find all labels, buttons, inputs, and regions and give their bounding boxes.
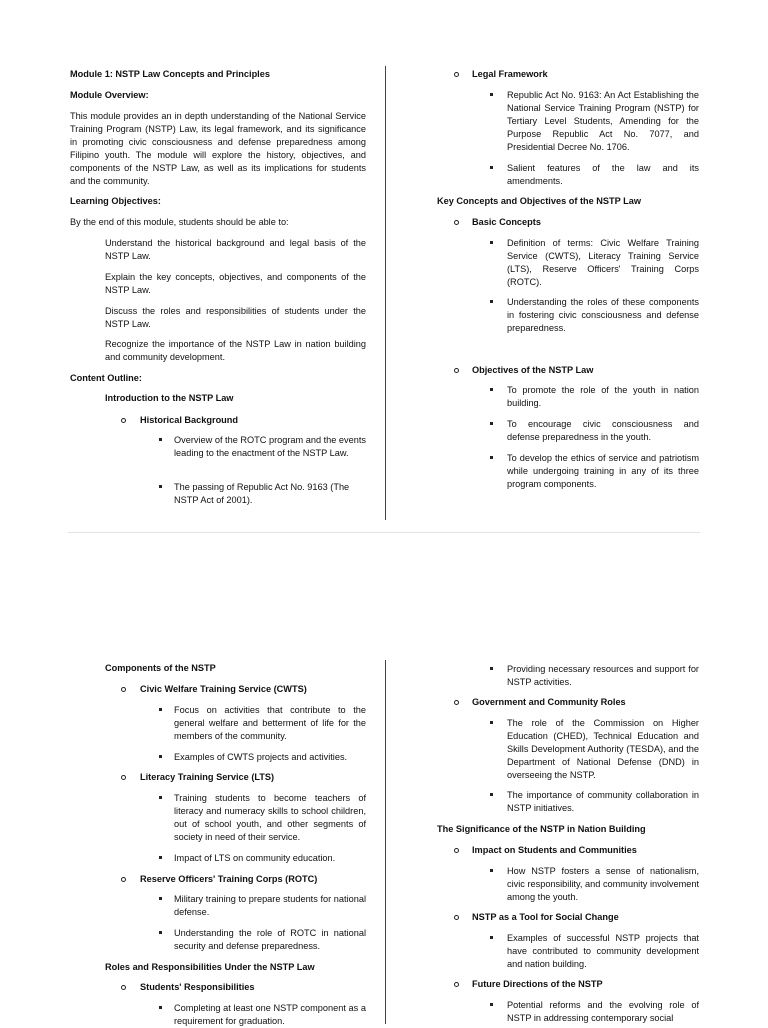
rotc-bullet: Military training to prepare students for national defense.: [174, 894, 366, 917]
circle-bullet-icon: [121, 775, 126, 780]
circle-bullet-icon: [121, 687, 126, 692]
square-bullet-icon: [490, 93, 493, 96]
circle-bullet-icon: [454, 368, 459, 373]
square-bullet-icon: [159, 796, 162, 799]
square-bullet-icon: [490, 721, 493, 724]
square-bullet-icon: [490, 1003, 493, 1006]
key-concepts-heading: Key Concepts and Objectives of the NSTP Law: [437, 196, 642, 206]
legal-bullet: Salient features of the law and its amendments.: [507, 163, 699, 186]
objective-item: Explain the key concepts, objectives, and components of the NSTP Law.: [105, 272, 366, 295]
students-heading: Students' Responsibilities: [140, 982, 255, 992]
overview-text: This module provides an in depth understanding of the National Service Training Program (NSTP) Law, its legal framework, and its significance in promoting civic consciousness and defense preparedness among Filipino youth. The module will explore the history, objectives, and components of the NSTP Law, as well as its implications for students and the community.: [70, 111, 366, 186]
future-bullet: Potential reforms and the evolving role of NSTP in addressing contemporary social: [507, 1000, 699, 1023]
tool-bullet: Examples of successful NSTP projects that have contributed to community development and nation building.: [507, 933, 699, 969]
rotc-bullet: Understanding the role of ROTC in national security and defense preparedness.: [174, 928, 366, 951]
roles-heading: Roles and Responsibilities Under the NSTP Law: [105, 962, 315, 972]
basic-concepts-heading: Basic Concepts: [472, 217, 541, 227]
gov-heading: Government and Community Roles: [472, 697, 626, 707]
cwts-heading: Civic Welfare Training Service (CWTS): [140, 684, 307, 694]
lts-bullet: Impact of LTS on community education.: [174, 853, 336, 863]
intro-heading: Introduction to the NSTP Law: [105, 393, 234, 403]
future-heading: Future Directions of the NSTP: [472, 979, 603, 989]
objective-item: Understand the historical background and legal basis of the NSTP Law.: [105, 238, 366, 261]
cwts-bullet: Examples of CWTS projects and activities.: [174, 752, 348, 762]
circle-bullet-icon: [454, 982, 459, 987]
historical-bullet: Overview of the ROTC program and the events leading to the enactment of the NSTP Law.: [174, 435, 366, 458]
impact-heading: Impact on Students and Communities: [472, 845, 637, 855]
legal-heading: Legal Framework: [472, 69, 548, 79]
column-divider: [385, 66, 386, 520]
circle-bullet-icon: [121, 877, 126, 882]
historical-bullet: The passing of Republic Act No. 9163 (The NSTP Act of 2001).: [174, 482, 350, 505]
students-bullet: Completing at least one NSTP component as a requirement for graduation.: [174, 1003, 366, 1026]
square-bullet-icon: [490, 388, 493, 391]
objective-bullet: To encourage civic consciousness and defense preparedness in the youth.: [507, 419, 699, 442]
significance-heading: The Significance of the NSTP in Nation Building: [437, 824, 646, 834]
cwts-bullet: Focus on activities that contribute to the general welfare and betterment of life for the members of the community.: [174, 705, 366, 741]
square-bullet-icon: [159, 1006, 162, 1009]
circle-bullet-icon: [454, 915, 459, 920]
overview-heading: Module Overview:: [70, 90, 149, 100]
objective-bullet: To promote the role of the youth in nation building.: [507, 385, 699, 408]
tool-heading: NSTP as a Tool for Social Change: [472, 912, 619, 922]
lts-bullet: Training students to become teachers of literacy and numeracy skills to school children, out of school youth, and other segments of society in need of their service.: [174, 793, 366, 842]
module-title: Module 1: NSTP Law Concepts and Principles: [70, 69, 270, 79]
outline-heading: Content Outline:: [70, 373, 142, 383]
square-bullet-icon: [159, 897, 162, 900]
square-bullet-icon: [490, 422, 493, 425]
circle-bullet-icon: [454, 848, 459, 853]
square-bullet-icon: [490, 456, 493, 459]
square-bullet-icon: [490, 667, 493, 670]
square-bullet-icon: [490, 869, 493, 872]
rotc-heading: Reserve Officers' Training Corps (ROTC): [140, 874, 318, 884]
support-bullet: Providing necessary resources and support for NSTP activities.: [507, 664, 699, 687]
legal-bullet: Republic Act No. 9163: An Act Establishing the National Service Training Program (NSTP) for Tertiary Level Students, Amending for the Purpose Republic Act No. 7077, and Presidential Decree No. 1706.: [507, 90, 699, 152]
gov-bullet: The role of the Commission on Higher Education (CHED), Technical Education and Skills Development Authority (TESDA), and the Department of National Defense (DND) in overseeing the NSTP.: [507, 718, 699, 780]
objective-item: Discuss the roles and responsibilities of students under the NSTP Law.: [105, 306, 366, 329]
circle-bullet-icon: [454, 72, 459, 77]
circle-bullet-icon: [121, 418, 126, 423]
historical-heading: Historical Background: [140, 415, 239, 425]
objectives-intro: By the end of this module, students should be able to:: [70, 217, 289, 227]
square-bullet-icon: [159, 931, 162, 934]
square-bullet-icon: [490, 166, 493, 169]
square-bullet-icon: [159, 438, 162, 441]
basic-bullet: Understanding the roles of these components in fostering civic consciousness and defense preparedness.: [507, 297, 699, 333]
circle-bullet-icon: [454, 700, 459, 705]
objective-bullet: To develop the ethics of service and patriotism while undergoing training in any of its three program components.: [507, 453, 699, 489]
square-bullet-icon: [159, 708, 162, 711]
objectives-nstp-heading: Objectives of the NSTP Law: [472, 365, 594, 375]
circle-bullet-icon: [121, 985, 126, 990]
square-bullet-icon: [159, 755, 162, 758]
square-bullet-icon: [490, 300, 493, 303]
basic-bullet: Definition of terms: Civic Welfare Training Service (CWTS), Literacy Training Service (LTS), Reserve Officers' Training Corps (ROTC).: [507, 238, 699, 287]
square-bullet-icon: [159, 856, 162, 859]
impact-bullet: How NSTP fosters a sense of nationalism, civic responsibility, and community involvement among the youth.: [507, 866, 699, 902]
page-separator: [68, 532, 700, 533]
square-bullet-icon: [490, 793, 493, 796]
objective-item: Recognize the importance of the NSTP Law in nation building and community development.: [105, 339, 366, 362]
square-bullet-icon: [490, 241, 493, 244]
circle-bullet-icon: [454, 220, 459, 225]
square-bullet-icon: [159, 485, 162, 488]
column-divider: [385, 660, 386, 1024]
lts-heading: Literacy Training Service (LTS): [140, 772, 275, 782]
square-bullet-icon: [490, 936, 493, 939]
gov-bullet: The importance of community collaboration in NSTP initiatives.: [507, 790, 699, 813]
objectives-heading: Learning Objectives:: [70, 196, 161, 206]
components-heading: Components of the NSTP: [105, 663, 216, 673]
